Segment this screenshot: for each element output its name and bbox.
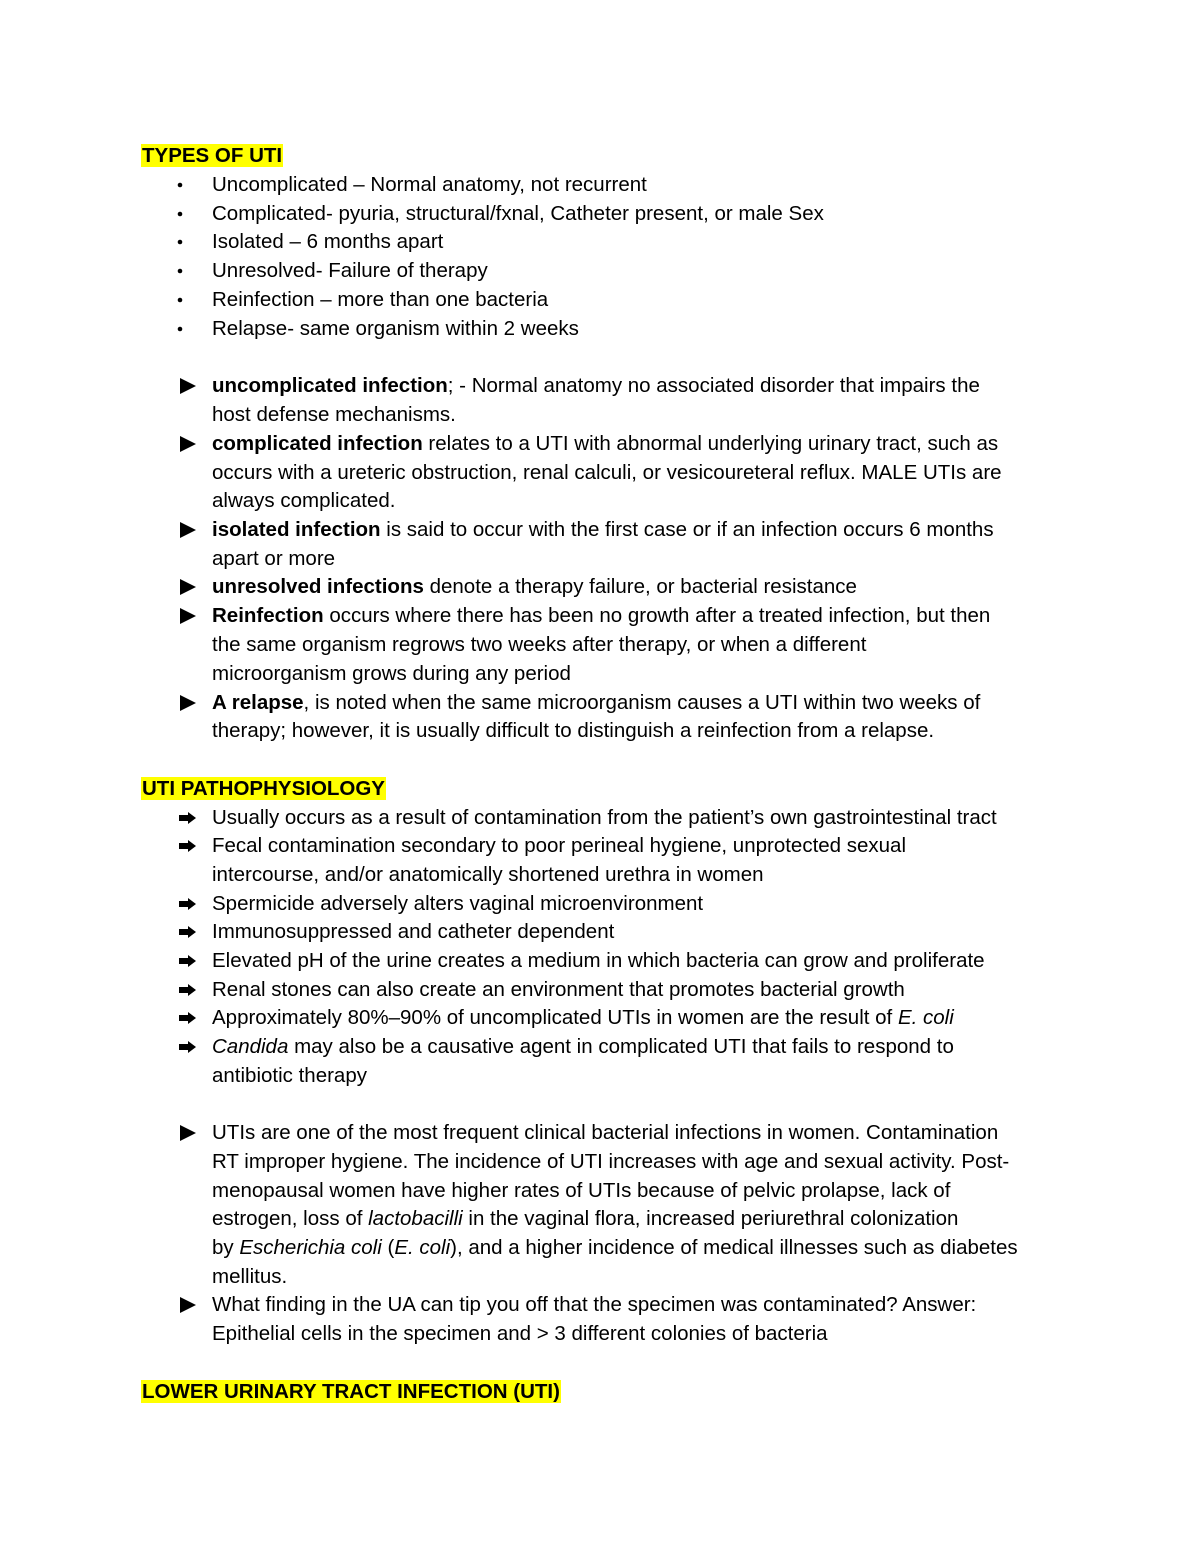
detail-complicated-cont: always complicated. — [212, 489, 396, 512]
type-reinfection: Reinfection – more than one bacteria — [212, 288, 549, 311]
bullet-icon — [175, 257, 199, 285]
bullet-icon — [175, 171, 199, 199]
detail-isolated-cont: apart or more — [212, 547, 336, 570]
note-uti-frequency-cont: estrogen, loss of lactobacilli in the vaginal flora, increased periurethral colonization — [212, 1207, 959, 1230]
patho-gi-contamination: Usually occurs as a result of contamination from the patient’s own gastrointestinal tract — [212, 806, 997, 829]
detail-isolated: isolated infection is said to occur with the first case or if an infection occurs 6 months — [212, 518, 994, 541]
note-contamination-question: What finding in the UA can tip you off that the specimen was contaminated? Answer: — [212, 1293, 977, 1316]
heading-lower-uti: LOWER URINARY TRACT INFECTION (UTI) — [142, 1380, 560, 1403]
arrow-bullet-icon — [175, 573, 199, 601]
arrow-bullet-icon — [175, 1119, 199, 1147]
arrow-bullet-icon — [175, 1291, 199, 1319]
detail-reinfection: Reinfection occurs where there has been no growth after a treated infection, but then — [212, 604, 991, 627]
heading-uti-pathophysiology: UTI PATHOPHYSIOLOGY — [142, 777, 385, 800]
patho-candida: Candida may also be a causative agent in complicated UTI that fails to respond to — [212, 1035, 954, 1058]
pointer-arrow-icon — [175, 832, 199, 860]
note-uti-frequency-cont: menopausal women have higher rates of UTIs because of pelvic prolapse, lack of — [212, 1179, 951, 1202]
note-contamination-answer: Epithelial cells in the specimen and > 3 different colonies of bacteria — [212, 1322, 828, 1345]
heading-types-of-uti: TYPES OF UTI — [142, 144, 283, 167]
arrow-bullet-icon — [175, 689, 199, 717]
arrow-bullet-icon — [175, 372, 199, 400]
note-uti-frequency-cont: RT improper hygiene. The incidence of UTI increases with age and sexual activity. Post- — [212, 1150, 1010, 1173]
arrow-bullet-icon — [175, 602, 199, 630]
note-uti-frequency-cont: mellitus. — [212, 1265, 288, 1288]
type-unresolved: Unresolved- Failure of therapy — [212, 259, 488, 282]
patho-immunosuppressed: Immunosuppressed and catheter dependent — [212, 920, 615, 943]
bullet-icon — [175, 200, 199, 228]
note-uti-frequency: UTIs are one of the most frequent clinical bacterial infections in women. Contamination — [212, 1121, 999, 1144]
patho-spermicide: Spermicide adversely alters vaginal microenvironment — [212, 892, 704, 915]
arrow-bullet-icon — [175, 516, 199, 544]
detail-uncomplicated-cont: host defense mechanisms. — [212, 403, 456, 426]
detail-complicated: complicated infection relates to a UTI with abnormal underlying urinary tract, such as — [212, 432, 999, 455]
type-uncomplicated: Uncomplicated – Normal anatomy, not recurrent — [212, 173, 647, 196]
detail-uncomplicated: uncomplicated infection; - Normal anatomy no associated disorder that impairs the — [212, 374, 980, 397]
patho-fecal-contamination-cont: intercourse, and/or anatomically shortened urethra in women — [212, 863, 764, 886]
detail-reinfection-cont: the same organism regrows two weeks after therapy, or when a different — [212, 633, 867, 656]
type-isolated: Isolated – 6 months apart — [212, 230, 444, 253]
patho-fecal-contamination: Fecal contamination secondary to poor perineal hygiene, unprotected sexual — [212, 834, 907, 857]
detail-complicated-cont: occurs with a ureteric obstruction, renal calculi, or vesicoureteral reflux. MALE UTIs are — [212, 461, 1002, 484]
pointer-arrow-icon — [175, 976, 199, 1004]
detail-unresolved: unresolved infections denote a therapy failure, or bacterial resistance — [212, 575, 857, 598]
patho-ecoli: Approximately 80%–90% of uncomplicated UTIs in women are the result of E. coli — [212, 1006, 954, 1029]
bullet-icon — [175, 315, 199, 343]
pointer-arrow-icon — [175, 1033, 199, 1061]
patho-candida-cont: antibiotic therapy — [212, 1064, 367, 1087]
patho-elevated-ph: Elevated pH of the urine creates a medium in which bacteria can grow and proliferate — [212, 949, 985, 972]
pointer-arrow-icon — [175, 1004, 199, 1032]
type-complicated: Complicated- pyuria, structural/fxnal, Catheter present, or male Sex — [212, 202, 824, 225]
detail-relapse: A relapse, is noted when the same microorganism causes a UTI within two weeks of — [212, 691, 981, 714]
pointer-arrow-icon — [175, 804, 199, 832]
bullet-icon — [175, 286, 199, 314]
note-uti-frequency-cont: by Escherichia coli (E. coli), and a higher incidence of medical illnesses such as diabetes — [212, 1236, 1018, 1259]
pointer-arrow-icon — [175, 947, 199, 975]
bullet-icon — [175, 228, 199, 256]
patho-renal-stones: Renal stones can also create an environment that promotes bacterial growth — [212, 978, 905, 1001]
detail-relapse-cont: therapy; however, it is usually difficult to distinguish a reinfection from a relapse. — [212, 719, 935, 742]
pointer-arrow-icon — [175, 918, 199, 946]
arrow-bullet-icon — [175, 430, 199, 458]
pointer-arrow-icon — [175, 890, 199, 918]
detail-reinfection-cont: microorganism grows during any period — [212, 662, 571, 685]
type-relapse: Relapse- same organism within 2 weeks — [212, 317, 579, 340]
